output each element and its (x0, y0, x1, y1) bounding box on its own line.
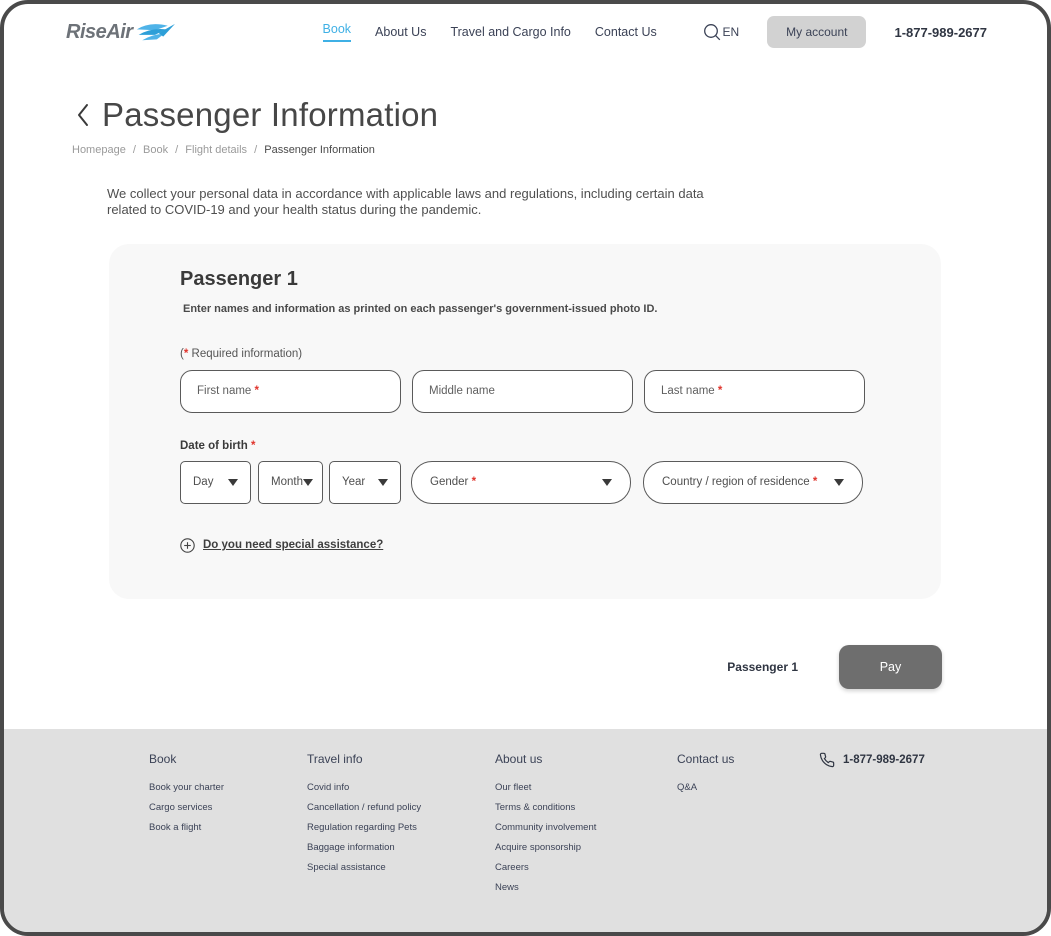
breadcrumb (72, 144, 1047, 156)
nav-travel-cargo-info[interactable]: Travel and Cargo Info (450, 25, 571, 39)
action-row (4, 645, 942, 689)
breadcrumb-separator: / (132, 144, 136, 156)
footer-column-book (149, 752, 307, 932)
footer-link-regulation-regarding-pets[interactable]: Regulation regarding Pets (307, 822, 417, 833)
first-name-input[interactable]: First name * (180, 370, 401, 413)
passenger-subheading: Enter names and information as printed on each passenger's government-issued photo ID. (183, 302, 658, 315)
header-phone-number: 1-877-989-2677 (894, 24, 987, 40)
nav-book[interactable]: Book (323, 22, 352, 42)
my-account-button[interactable]: My account (767, 16, 866, 48)
first-name-placeholder: First name (197, 385, 252, 398)
chevron-down-icon (602, 479, 612, 486)
breadcrumb-book[interactable]: Book (143, 144, 169, 156)
pay-button[interactable]: Pay (839, 645, 942, 689)
passenger-count-label: Passenger 1 (727, 659, 798, 674)
footer-title-book: Book (149, 752, 177, 766)
footer-link-book-your-charter[interactable]: Book your charter (149, 782, 224, 793)
footer-link-special-assistance[interactable]: Special assistance (307, 862, 386, 873)
passenger-1-card (109, 244, 941, 599)
footer-column-about-us (495, 752, 677, 932)
footer-link-careers[interactable]: Careers (495, 862, 529, 873)
month-dropdown[interactable]: Month (258, 461, 323, 504)
footer-link-cancellation-refund-policy[interactable]: Cancellation / refund policy (307, 802, 422, 813)
header-right-group (722, 16, 987, 48)
date-of-birth-label: Date of birth * (180, 439, 256, 452)
middle-name-placeholder: Middle name (429, 385, 495, 398)
footer-link-baggage-information[interactable]: Baggage information (307, 842, 395, 853)
search-icon[interactable] (703, 23, 722, 42)
breadcrumb-passenger-information: Passenger Information (264, 144, 375, 156)
chevron-down-icon (303, 479, 313, 486)
breadcrumb-separator: / (175, 144, 179, 156)
footer-column-contact-us (677, 752, 819, 932)
footer-title-contact-us: Contact us (677, 752, 735, 766)
chevron-down-icon (834, 479, 844, 486)
top-navbar (4, 4, 1047, 60)
data-collection-notice: We collect your personal data in accordance with applicable laws and regulations, including certain data related to COVID-19 and your health status during the pandemic. (107, 186, 704, 217)
footer-link-terms-conditions[interactable]: Terms & conditions (495, 802, 576, 813)
name-fields-row (180, 370, 871, 413)
footer-link-qa[interactable]: Q&A (677, 782, 698, 793)
country-of-residence-dropdown[interactable]: Country / region of residence * (643, 461, 863, 504)
day-dropdown[interactable]: Day (180, 461, 251, 504)
footer-title-about-us: About us (495, 752, 543, 766)
chevron-down-icon (228, 479, 238, 486)
plus-circle-icon (180, 538, 195, 553)
special-assistance-link: Do you need special assistance? (203, 539, 384, 552)
language-selector[interactable]: EN (722, 25, 740, 39)
last-name-input[interactable]: Last name * (644, 370, 865, 413)
footer-phone (819, 752, 925, 768)
nav-contact-us[interactable]: Contact Us (594, 25, 657, 39)
logo-text: RiseAir (66, 20, 133, 43)
passenger-heading: Passenger 1 (180, 267, 298, 290)
page-title: Passenger Information (102, 96, 439, 133)
chevron-down-icon (378, 479, 388, 486)
footer-title-travel-info: Travel info (307, 752, 363, 766)
last-name-placeholder: Last name (661, 385, 715, 398)
year-dropdown[interactable]: Year (329, 461, 401, 504)
middle-name-input[interactable] (412, 370, 633, 413)
riseair-logo[interactable] (66, 19, 175, 45)
main-nav (323, 22, 722, 42)
breadcrumb-homepage[interactable]: Homepage (72, 144, 126, 156)
footer-link-news[interactable]: News (495, 882, 519, 893)
back-chevron-icon[interactable] (74, 102, 90, 128)
page-title-row (74, 96, 1047, 134)
footer-link-cargo-services[interactable]: Cargo services (149, 802, 213, 813)
phone-icon (819, 752, 835, 768)
footer-link-book-a-flight[interactable]: Book a flight (149, 822, 202, 833)
footer (4, 729, 1047, 932)
logo-wing-icon (135, 21, 175, 45)
footer-link-community-involvement[interactable]: Community involvement (495, 822, 597, 833)
nav-about-us[interactable]: About Us (375, 25, 427, 39)
dob-and-selects-row (180, 461, 871, 504)
footer-column-travel-info (307, 752, 495, 932)
gender-dropdown[interactable]: Gender * (411, 461, 631, 504)
required-information-note: (* Required information) (180, 347, 303, 360)
footer-link-acquire-sponsorship[interactable]: Acquire sponsorship (495, 842, 582, 853)
breadcrumb-separator: / (254, 144, 258, 156)
footer-phone-number: 1-877-989-2677 (843, 754, 925, 766)
breadcrumb-flight-details[interactable]: Flight details (185, 144, 248, 156)
footer-link-our-fleet[interactable]: Our fleet (495, 782, 532, 793)
footer-link-covid-info[interactable]: Covid info (307, 782, 350, 793)
special-assistance-toggle[interactable] (180, 538, 871, 553)
